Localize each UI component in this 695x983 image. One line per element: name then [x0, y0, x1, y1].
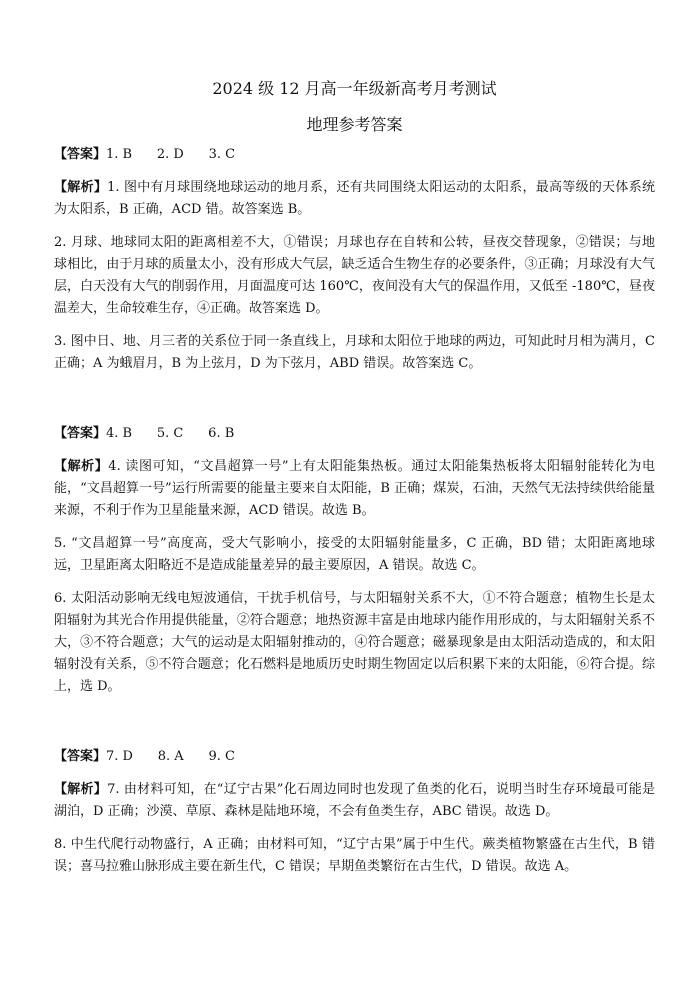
analysis-paragraph	[54, 177, 655, 221]
answer-tag: 【答案】	[54, 426, 107, 441]
analysis-paragraph: 8. 中生代爬行动物盛行，A 正确；由材料可知，“辽宁古果”属于中生代。蕨类植物繁盛在古生代，B 错误；喜马拉雅山脉形成主要在新生代，C 错误；早期鱼类繁衍在古生代，D 错误。故选 A。	[54, 837, 655, 874]
answer-tag: 【答案】	[54, 749, 107, 764]
answer-choices: 1. B 2. D 3. C	[106, 147, 236, 162]
answer-line	[54, 423, 655, 445]
analysis-paragraph	[54, 456, 655, 522]
answer-choices: 4. B 5. C 6. B	[106, 426, 235, 441]
analysis-paragraph: 5. “文昌超算一号”高度高，受大气影响小，接受的太阳辐射能量多，C 正确，BD 错；太阳距离地球远，卫星距离太阳略近不是造成能量差异的最主要原因，A 错误。故选 C。	[54, 536, 655, 573]
analysis-paragraph: 3. 图中日、地、月三者的关系位于同一条直线上，月球和太阳位于地球的两边，可知此时月相为满月，C 正确；A 为蛾眉月，B 为上弦月，D 为下弦月，ABD 错误。故答案选 C。	[54, 334, 655, 371]
answer-tag: 【答案】	[54, 147, 107, 162]
answer-line	[54, 746, 655, 768]
analysis-text: 4. 读图可知，“文昌超算一号”上有太阳能集热板。通过太阳能集热板将太阳辐射能转化为电能，“文昌超算一号”运行所需要的能量主要来自太阳能，B 正确；煤炭，石油，天然气无法持续供给能量来源，不利于作为卫星能量来源，ACD 错误。故选 B。	[54, 459, 655, 518]
analysis-tag: 【解析】	[54, 782, 108, 797]
answer-line	[54, 144, 655, 166]
analysis-tag: 【解析】	[54, 180, 108, 195]
answer-section-3	[54, 746, 655, 878]
analysis-tag: 【解析】	[54, 459, 109, 474]
page-subtitle: 地理参考答案	[306, 115, 403, 134]
analysis-paragraph	[54, 779, 655, 823]
answer-section-2	[54, 423, 655, 698]
page-title: 2024 级 12 月高一年级新高考月考测试	[212, 79, 497, 98]
analysis-paragraph: 2. 月球、地球同太阳的距离相差不大，①错误；月球也存在自转和公转，昼夜交替现象，②错误；与地球相比，由于月球的质量太小，没有形成大气层，缺乏适合生物生存的必要条件，③正确；月球没有大气层，白天没有大气的削弱作用，月面温度可达 160℃，夜间没有大气的保温作用，又低至 -180℃，昼夜温差大，生命较难生存，④正确。故答案选 D。	[54, 235, 655, 316]
answer-choices: 7. D 8. A 9. C	[106, 749, 235, 764]
analysis-paragraph: 6. 太阳活动影响无线电短波通信，干扰手机信号，与太阳辐射关系不大，①不符合题意；植物生长是太阳辐射为其光合作用提供能量，②符合题意；地热资源丰富是由地球内能作用形成的，与太阳辐射关系不大，③不符合题意；大气的运动是太阳辐射推动的，④符合题意；磁暴现象是由太阳活动造成的，和太阳辐射没有关系，⑤不符合题意；化石燃料是地质历史时期生物固定以后积累下来的太阳能，⑥符合提。综上，选 D。	[54, 591, 655, 694]
analysis-text: 1. 图中有月球围绕地球运动的地月系，还有共同围绕太阳运动的太阳系，最高等级的天体系统为太阳系，B 正确，ACD 错。故答案选 B。	[54, 180, 655, 217]
answer-section-1	[54, 144, 655, 375]
analysis-text: 7. 由材料可知，在“辽宁古果”化石周边同时也发现了鱼类的化石，说明当时生存环境最可能是湖泊，D 正确；沙漠、草原、森林是陆地环境，不会有鱼类生存，ABC 错误。故选 D。	[54, 782, 655, 819]
